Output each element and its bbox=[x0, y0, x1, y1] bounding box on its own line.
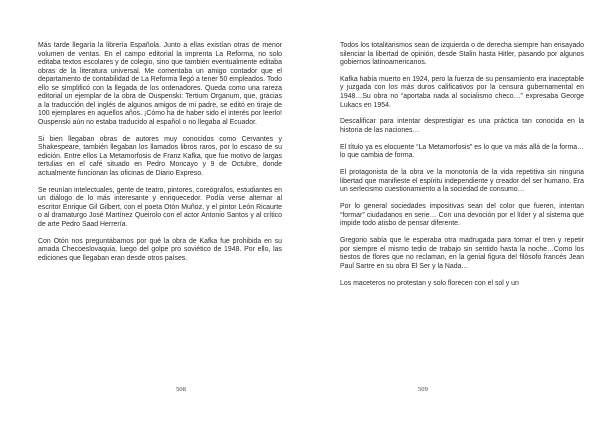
left-paragraph-2: Si bien llegaban obras de autores muy conocidos como Cervantes y Shakespeare, también llegaban los llamados libros raros, por lo escaso de su edición. Entre ellos La Metamorfosis de Franz Kafka, que fue motivo de largas tertulias en el café situado en Pedro Moncayo y 9 de Octubre, donde actualmente funcionan las oficinas de Diario Expreso. bbox=[38, 135, 282, 177]
right-paragraph-5: El protagonista de la obra ve la monotonía de la vida repetitiva sin ninguna libertad que manifieste el espíritu independiente y creador del ser humano. Era un serlecismo cuestionamiento a la sociedad de consumo… bbox=[340, 169, 584, 194]
left-page bbox=[38, 42, 282, 272]
right-paragraph-4: El título ya es elocuente “La Metamorfosis” es lo que va más allá de la forma…lo que cambia de forma. bbox=[340, 143, 584, 160]
right-page-number: 509 bbox=[418, 386, 428, 393]
right-paragraph-6: Por lo general sociedades impositivas sean del color que fueren, intentan “formar” ciudadanos en serie… Con una devoción por el líder y al sistema que impide todo atisbo de pensar diferente. bbox=[340, 203, 584, 228]
right-paragraph-2: Kafka había muerto en 1924, pero la fuerza de su pensamiento era inaceptable y juzgada con los más duros calificativos por la censura gubernamental en 1948…Su obra no “aportaba nada al socialismo checo…” expresaba George Lukacs en 1954. bbox=[340, 75, 584, 109]
left-paragraph-1: Más tarde llegaría la librería Española. Junto a ellas existían otras de menor volumen de ventas. En el campo editorial la imprenta La Reforma, no solo editaba textos escolares y de colegio, sino que también eventualmente editaba obras de la literatura universal. Me comentaba un amigo contador que el departamento de contabilidad de La Reforma llegó a tener 50 empleados. Todo ello se simplificó con la llegada de los ordenadores. Queda como una rareza editorial un ejemplar de la obra de Ouspenski: Tertium Organum, que, gracias a la traducción del inglés de algunos amigos de mi padre, se editó en tiraje de 100 ejemplares en aquellos años. ¡Cómo ha de haber sido el interés por leerlo! Ouspenski aún no estaba traducido al español o no llegaba al Ecuador. bbox=[38, 42, 282, 126]
left-paragraph-4: Con Otón nos preguntábamos por qué la obra de Kafka fue prohibida en su amada Checoeslovaquia, luego del golpe pro soviético de 1948. Por ello, las ediciones que llegaban eran desde otros países. bbox=[38, 237, 282, 262]
right-page bbox=[340, 42, 584, 296]
right-paragraph-7: Gregorio sabía que le esperaba otra madrugada para tomar el tren y repetir por siempre el mismo tedio de trabajo sin sentido hasta la noche…Como los tiestos de flores que no reclaman, en la genial figura del filósofo francés Jean Paul Sartre en su obra El Ser y la Nada… bbox=[340, 237, 584, 270]
left-page-number: 508 bbox=[176, 386, 186, 393]
right-paragraph-1: Todos los totalitarismos sean de izquierda o de derecha siempre han ensayado silenciar la libertad de opinión, desde Stalin hasta Hitler, pasando por algunos gobiernos latinoamericanos. bbox=[340, 42, 584, 67]
right-paragraph-3: Descalificar para intentar desprestigiar es una práctica tan conocida en la historia de las naciones… bbox=[340, 118, 584, 134]
right-paragraph-8: Los maceteros no protestan y solo florecen con el sol y un bbox=[340, 279, 519, 287]
left-paragraph-3: Se reunían intelectuales, gente de teatro, pintores, coreógrafos, estudiantes en un diálogo de lo más interesante y enriquecedor. Podía verse alternar al escritor Enrique Gil Gilbert, con el poeta Otón Muñoz, y el pintor León Ricaurte o al dramaturgo José Martínez Queirolo con el actor Antonio Santos y al crítico de arte Pedro Saad Herrería. bbox=[38, 186, 282, 228]
